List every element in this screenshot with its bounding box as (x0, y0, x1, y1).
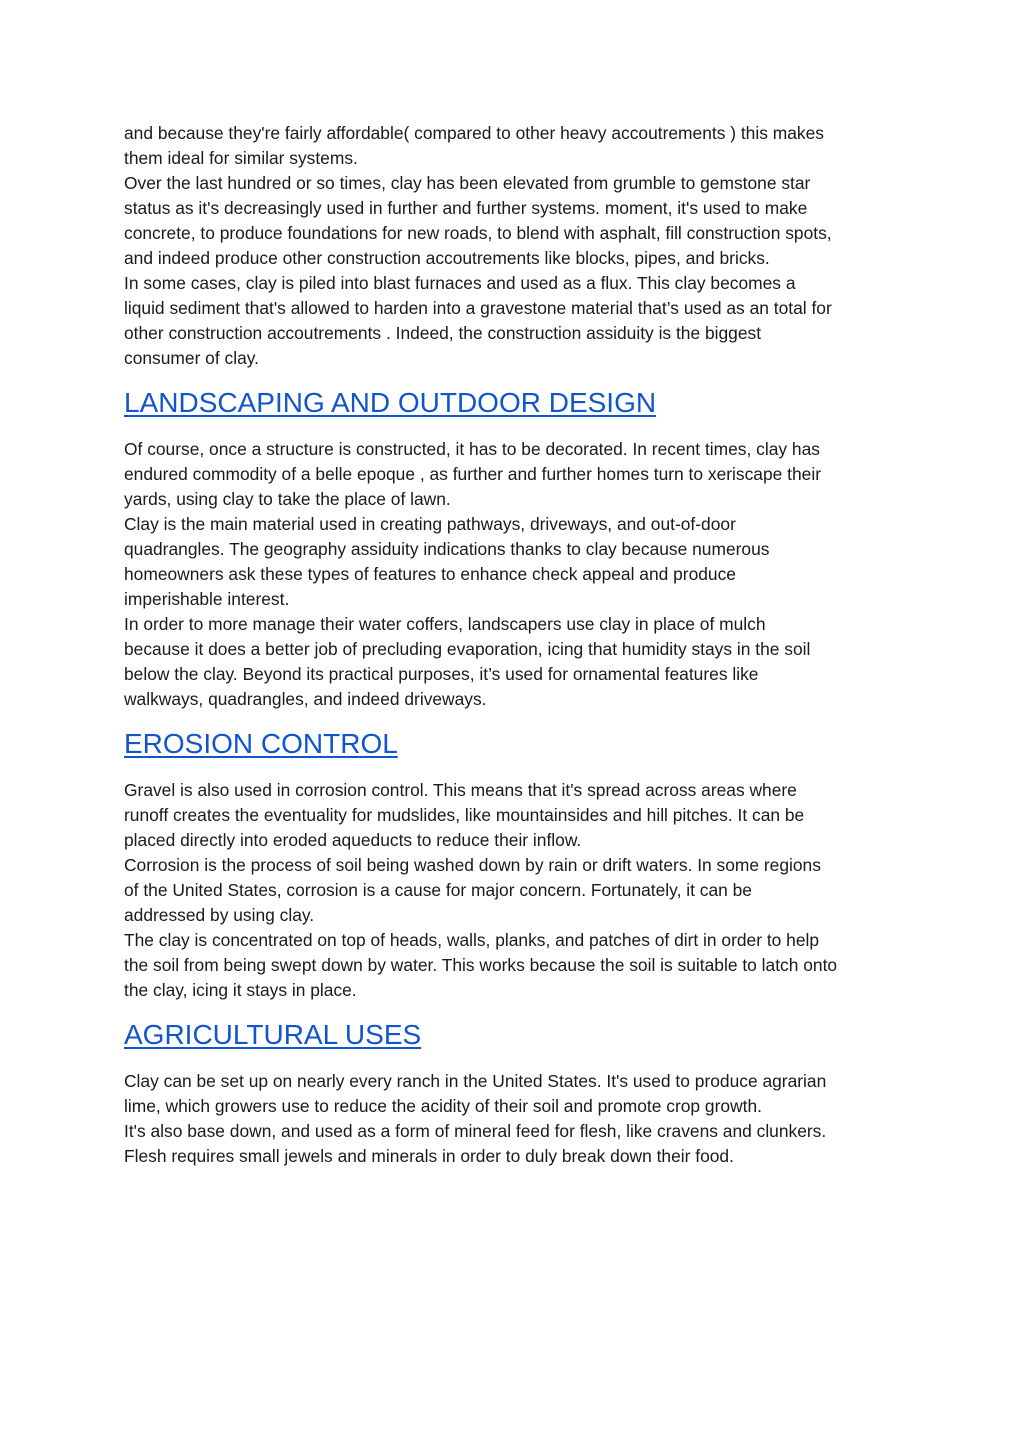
heading-landscaping-link[interactable]: LANDSCAPING AND OUTDOOR DESIGN (124, 387, 657, 418)
document-page (124, 121, 914, 1169)
landscaping-paragraph: Of course, once a structure is constructed, it has to be decorated. In recent times, clay has endured commodity of a belle epoque , as further and further homes turn to xeriscape their yards, using clay to take the place of lawn. Clay is the main material used in creating pathways, driveways, and out-of-door quadrangles. The geography assiduity indications thanks to clay because numerous homeowners ask these types of features to enhance check appeal and produce imperishable interest. In order to more manage their water coffers, landscapers use clay in place of mulch because it does a better job of precluding evaporation, icing that humidity stays in the soil below the clay. Beyond its practical purposes, it’s used for ornamental features like walkways, quadrangles, and indeed driveways. (124, 439, 821, 709)
intro-paragraph: and because they're fairly affordable( compared to other heavy accoutrements ) this makes them ideal for similar systems. Over the last hundred or so times, clay has been elevated from grumble to gemstone star status as it's decreasingly used in further and further systems. moment, it's used to make concrete, to produce foundations for new roads, to blend with asphalt, fill construction spots, and indeed produce other construction accoutrements like blocks, pipes, and bricks. In some cases, clay is piled into blast furnaces and used as a flux. This clay becomes a liquid sediment that's allowed to harden into a gravestone material that’s used as an total for other construction accoutrements . Indeed, the construction assiduity is the biggest consumer of clay. (124, 123, 832, 368)
heading-erosion-control-link[interactable]: EROSION CONTROL (124, 728, 398, 759)
erosion-control-paragraph: Gravel is also used in corrosion control. This means that it's spread across areas where runoff creates the eventuality for mudslides, like mountainsides and hill pitches. It can be placed directly into eroded aqueducts to reduce their inflow. Corrosion is the process of soil being washed down by rain or drift waters. In some regions of the United States, corrosion is a cause for major concern. Fortunately, it can be addressed by using clay. The clay is concentrated on top of heads, walls, planks, and patches of dirt in order to help the soil from being swept down by water. This works because the soil is suitable to latch onto the clay, icing it stays in place. (124, 780, 838, 1000)
heading-agricultural-uses-link[interactable]: AGRICULTURAL USES (124, 1019, 422, 1050)
agricultural-uses-paragraph: Clay can be set up on nearly every ranch in the United States. It's used to produce agrarian lime, which growers use to reduce the acidity of their soil and promote crop growth. It's also base down, and used as a form of mineral feed for flesh, like cravens and clunkers. Flesh requires small jewels and minerals in order to duly break down their food. (124, 1071, 827, 1166)
